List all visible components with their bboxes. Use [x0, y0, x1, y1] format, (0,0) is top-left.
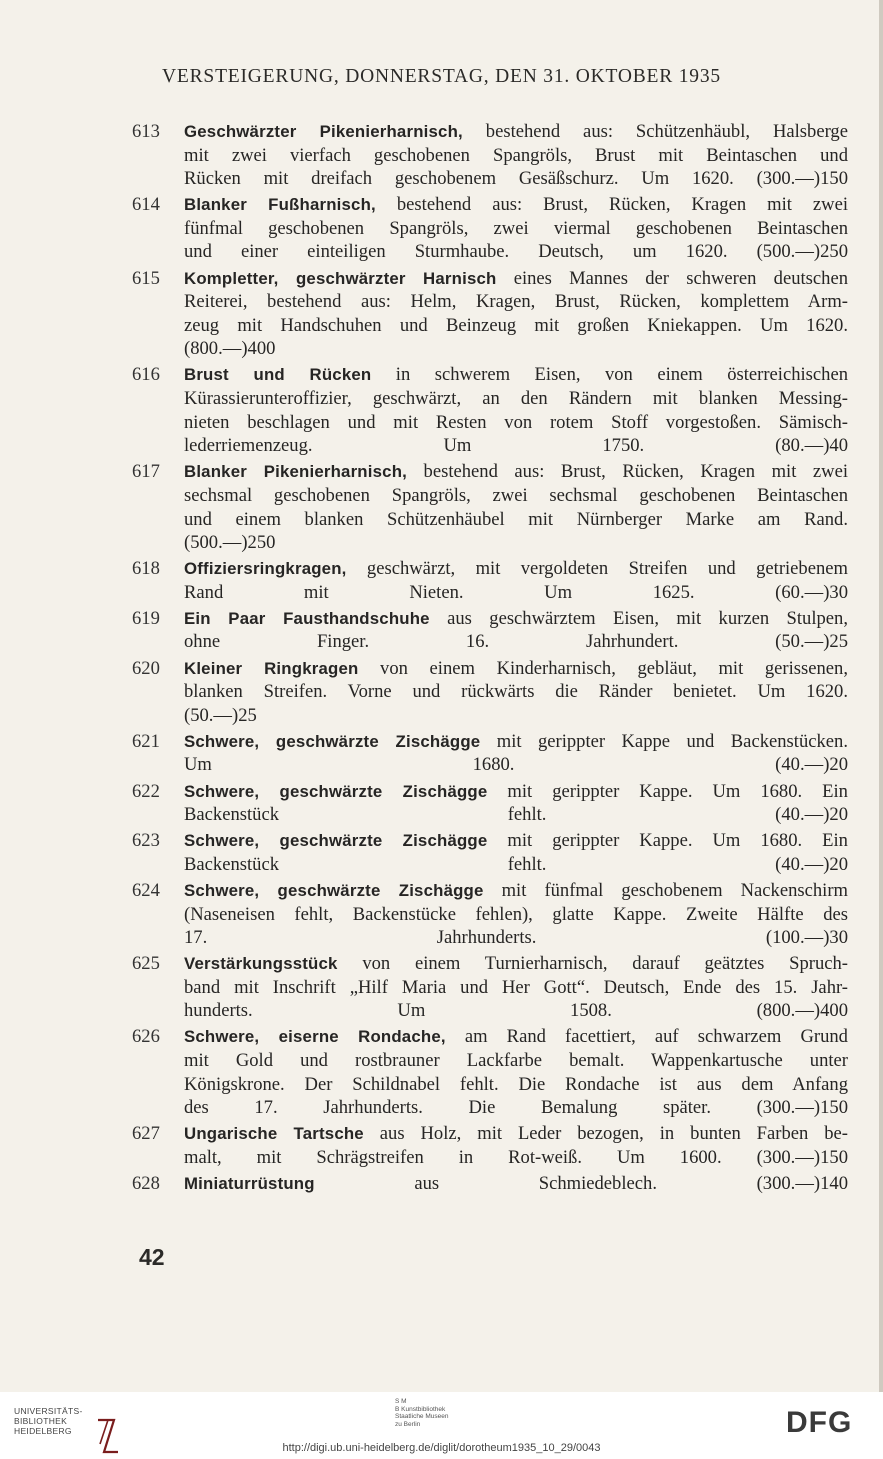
lot-text-line: fünfmal geschobenen Spangröls, zwei viermal geschobenen Beintaschen: [184, 217, 848, 239]
lot-number: 627: [132, 1123, 160, 1145]
lot-title: Blanker Fußharnisch,: [184, 195, 376, 215]
lot-text-line: am Rand facettiert, auf schwarzem Grund: [445, 1026, 848, 1048]
library-line: BIBLIOTHEK: [14, 1416, 68, 1426]
lot-number: 621: [132, 730, 160, 752]
lot-text-line: eines Mannes der schweren deutschen: [496, 267, 848, 289]
lot-last-line: [184, 167, 848, 191]
lot-estimate: 400: [247, 338, 276, 360]
lot-entry: [132, 952, 850, 1023]
lot-entry: [132, 363, 850, 457]
lot-first-line: [184, 829, 848, 853]
lot-text-line: mit gerippter Kappe. Um 1680. Ein: [487, 780, 848, 802]
lot-last-line: [184, 999, 848, 1023]
lot-last-line: [184, 434, 848, 458]
lot-number: 620: [132, 657, 160, 679]
stamp-line: B Kunstbibliothek: [395, 1405, 446, 1413]
lot-title: Geschwärzter Pikenierharnisch,: [184, 122, 463, 141]
lot-entry: [132, 1122, 850, 1169]
lot-text-line: lederriemenzeug. Um 1750. (80.—): [184, 435, 830, 457]
lot-title: Verstärkungsstück: [184, 954, 338, 974]
lot-number: 628: [132, 1173, 160, 1195]
lot-entry: [132, 267, 850, 361]
footer: [0, 1392, 883, 1459]
lot-text-line: (500.—): [184, 532, 248, 554]
lot-list: [132, 120, 850, 1198]
lot-title: Kompletter, geschwärzter Harnisch: [184, 268, 497, 288]
lot-text-line: blanken Streifen. Vorne und rückwärts die Ränder benietet. Um 1620.: [184, 681, 848, 703]
lot-text-line: Backenstück fehlt. (40.—): [184, 853, 830, 875]
dfg-logo[interactable]: DFG: [786, 1406, 853, 1439]
lot-text-line: hunderts. Um 1508. (800.—): [184, 1000, 821, 1022]
lot-first-line: [184, 607, 848, 631]
lot-estimate: 150: [820, 1146, 848, 1168]
lot-last-line: [184, 630, 848, 654]
lot-text-line: Rand mit Nieten. Um 1625. (60.—): [184, 581, 830, 603]
lot-description: [184, 730, 848, 777]
lot-last-line: [184, 1096, 848, 1120]
lot-first-line: [184, 120, 848, 144]
lot-description: [184, 267, 848, 361]
lot-number: 615: [132, 267, 160, 289]
lot-text-line: band mit Inschrift „Hilf Maria und Her Gott“. Deutsch, Ende des 15. Jahr-: [184, 976, 848, 998]
lot-text-line: nieten beschlagen und mit Resten von rotem Stoff vorgestoßen. Sämisch-: [184, 411, 848, 433]
lot-first-line: [184, 1122, 848, 1146]
lot-estimate: 400: [820, 1000, 848, 1022]
lot-estimate: 150: [820, 1097, 848, 1119]
stamp-line: zu Berlin: [395, 1420, 421, 1428]
lot-text-line: Um 1680. (40.—): [184, 754, 830, 776]
lot-text-line: zeug mit Handschuhen und Beinzeug mit großen Kniekappen. Um 1620.: [184, 314, 848, 336]
lot-estimate: 140: [820, 1173, 848, 1195]
museum-stamp: [395, 1398, 495, 1428]
lot-first-line: [184, 1172, 848, 1196]
lot-entry: [132, 657, 850, 728]
stamp-line: S M: [395, 1398, 407, 1405]
lot-text-line: (50.—): [184, 704, 239, 726]
lot-description: [184, 193, 848, 264]
lot-entry: [132, 460, 850, 554]
lot-title: Ein Paar Fausthandschuhe: [184, 608, 430, 628]
lot-text-line: ohne Finger. 16. Jahrhundert. (50.—): [184, 631, 830, 653]
running-head: VERSTEIGERUNG, DONNERSTAG, DEN 31. OKTOBER 1935: [162, 66, 721, 87]
lot-first-line: [184, 879, 848, 903]
lot-entry: [132, 1172, 850, 1196]
lot-first-line: [184, 952, 848, 976]
lot-title: Brust und Rücken: [184, 365, 372, 385]
lot-description: [184, 657, 848, 728]
lot-description: [184, 460, 848, 554]
lot-title: Blanker Pikenierharnisch,: [184, 462, 408, 482]
lot-estimate: 25: [238, 704, 257, 726]
lot-title: Kleiner Ringkragen: [184, 658, 359, 678]
lot-last-line: [184, 531, 848, 555]
lot-number: 623: [132, 830, 160, 852]
library-line: UNIVERSITÄTS-: [14, 1406, 83, 1416]
lot-last-line: [184, 337, 848, 361]
lot-entry: [132, 607, 850, 654]
lot-text-line: (800.—): [184, 338, 248, 360]
lot-text-line: aus Holz, mit Leder bezogen, in bunten Farben be-: [363, 1123, 848, 1145]
lot-title: Schwere, geschwärzte Zischägge: [184, 831, 488, 851]
lot-description: [184, 879, 848, 950]
lot-entry: [132, 557, 850, 604]
lot-number: 613: [132, 121, 160, 142]
lot-description: [184, 1025, 848, 1119]
lot-estimate: 20: [829, 853, 848, 875]
lot-estimate: 250: [820, 241, 848, 263]
library-line: HEIDELBERG: [14, 1426, 72, 1436]
lot-first-line: [184, 267, 848, 291]
lot-text-line: bestehend aus: Brust, Rücken, Kragen mit zwei: [375, 194, 848, 216]
lot-estimate: 250: [247, 532, 276, 554]
lot-text-line: bestehend aus: Brust, Rücken, Kragen mit zwei: [407, 461, 848, 483]
lot-estimate: 20: [829, 754, 848, 776]
lot-description: [184, 829, 848, 876]
lot-entry: [132, 879, 850, 950]
lot-first-line: [184, 657, 848, 681]
lot-last-line: [184, 581, 848, 605]
lot-text-line: Reiterei, bestehend aus: Helm, Kragen, Brust, Rücken, komplettem Arm-: [184, 291, 848, 313]
stamp-line: Staatliche Museen: [395, 1413, 449, 1421]
lot-text-line: des 17. Jahrhunderts. Die Bemalung später. (300.—): [184, 1097, 821, 1119]
lot-text-line: und einer einteiligen Sturmhaube. Deutsch, um 1620. (500.—): [184, 241, 821, 263]
lot-first-line: [184, 363, 848, 387]
lot-text-line: bestehend aus: Schützenhäubl, Halsberge: [462, 121, 848, 142]
lot-description: [184, 1172, 848, 1196]
lot-first-line: [184, 460, 848, 484]
lot-estimate: 40: [829, 435, 848, 457]
lot-estimate: 25: [829, 631, 848, 653]
lot-number: 626: [132, 1026, 160, 1048]
lot-text-line: Königskrone. Der Schildnabel fehlt. Die Rondache ist aus dem Anfang: [184, 1073, 848, 1095]
lot-last-line: [184, 704, 848, 728]
lot-text-line: aus geschwärztem Eisen, mit kurzen Stulpen,: [429, 607, 848, 629]
lot-description: [184, 952, 848, 1023]
lot-title: Schwere, eiserne Rondache,: [184, 1027, 446, 1047]
lot-last-line: [184, 240, 848, 264]
lot-description: [184, 1122, 848, 1169]
lot-text-line: Rücken mit dreifach geschobenem Gesäßschurz. Um 1620. (300.—): [184, 168, 821, 190]
lot-last-line: [184, 803, 848, 827]
lot-description: [184, 557, 848, 604]
lot-text-line: Kürassierunteroffizier, geschwärzt, an den Rändern mit blanken Messing-: [184, 388, 848, 410]
lot-text-line: mit zwei vierfach geschobenen Spangröls, Brust mit Beintaschen und: [184, 144, 848, 166]
lot-number: 624: [132, 879, 160, 901]
lot-text-line: und einem blanken Schützenhäubel mit Nürnberger Marke am Rand.: [184, 508, 848, 530]
lot-number: 614: [132, 194, 160, 216]
lot-number: 619: [132, 607, 160, 629]
lot-number: 616: [132, 364, 160, 386]
lot-number: 617: [132, 461, 160, 483]
library-logo[interactable]: [14, 1406, 114, 1446]
lot-text-line: geschwärzt, mit vergoldeten Streifen und getriebenem: [346, 558, 848, 580]
lot-text-line: mit gerippter Kappe und Backenstücken.: [480, 730, 848, 752]
lot-estimate: 30: [829, 927, 848, 949]
source-url[interactable]: http://digi.ub.uni-heidelberg.de/diglit/dorotheum1935_10_29/0043: [282, 1442, 601, 1454]
lot-entry: [132, 829, 850, 876]
lot-text-line: Backenstück fehlt. (40.—): [184, 804, 830, 826]
lot-entry: [132, 120, 850, 191]
lot-text-line: von einem Turnierharnisch, darauf geätztes Spruch-: [337, 953, 848, 975]
lot-text-line: mit fünfmal geschobenem Nackenschirm: [483, 879, 848, 901]
page-edge: [879, 0, 883, 1392]
lot-entry: [132, 780, 850, 827]
lot-first-line: [184, 193, 848, 217]
lot-first-line: [184, 730, 848, 754]
lot-title: Schwere, geschwärzte Zischägge: [184, 781, 488, 801]
lot-title: Schwere, geschwärzte Zischägge: [184, 880, 484, 900]
lot-estimate: 20: [829, 804, 848, 826]
lot-title: Ungarische Tartsche: [184, 1124, 364, 1144]
lot-first-line: [184, 557, 848, 581]
lot-title: Schwere, geschwärzte Zischägge: [184, 731, 481, 751]
lot-text-line: in schwerem Eisen, von einem österreichischen: [371, 364, 849, 386]
lot-text-line: (Naseneisen fehlt, Backenstücke fehlen), glatte Kappe. Zweite Hälfte des: [184, 903, 848, 925]
lot-text-line: von einem Kinderharnisch, gebläut, mit gerissenen,: [358, 657, 848, 679]
lot-text-line: 17. Jahrhunderts. (100.—): [184, 927, 830, 949]
lot-number: 622: [132, 780, 160, 802]
page-number: 42: [139, 1244, 165, 1270]
lot-number: 625: [132, 953, 160, 975]
lot-estimate: 150: [820, 168, 848, 190]
lot-number: 618: [132, 558, 160, 580]
lot-text-line: malt, mit Schrägstreifen in Rot-weiß. Um 1600. (300.—): [184, 1146, 821, 1168]
lot-first-line: [184, 1025, 848, 1049]
lot-entry: [132, 1025, 850, 1119]
lot-title: Offiziersringkragen,: [184, 559, 347, 579]
lot-entry: [132, 193, 850, 264]
lot-estimate: 30: [829, 581, 848, 603]
lot-last-line: [184, 753, 848, 777]
lot-text-line: sechsmal geschobenen Spangröls, zwei sechsmal geschobenen Beintaschen: [184, 484, 848, 506]
lot-text-line: aus Schmiedeblech. (300.—): [314, 1173, 821, 1195]
lot-last-line: [184, 1146, 848, 1170]
lot-description: [184, 120, 848, 191]
lot-first-line: [184, 780, 848, 804]
lot-text-line: mit gerippter Kappe. Um 1680. Ein: [487, 830, 848, 852]
lot-entry: [132, 730, 850, 777]
lot-description: [184, 607, 848, 654]
lot-last-line: [184, 926, 848, 950]
lot-last-line: [184, 853, 848, 877]
lot-text-line: mit Gold und rostbrauner Lackfarbe bemalt. Wappenkartusche unter: [184, 1050, 848, 1072]
lot-description: [184, 780, 848, 827]
lot-title: Miniaturrüstung: [184, 1174, 315, 1194]
lot-description: [184, 363, 848, 457]
